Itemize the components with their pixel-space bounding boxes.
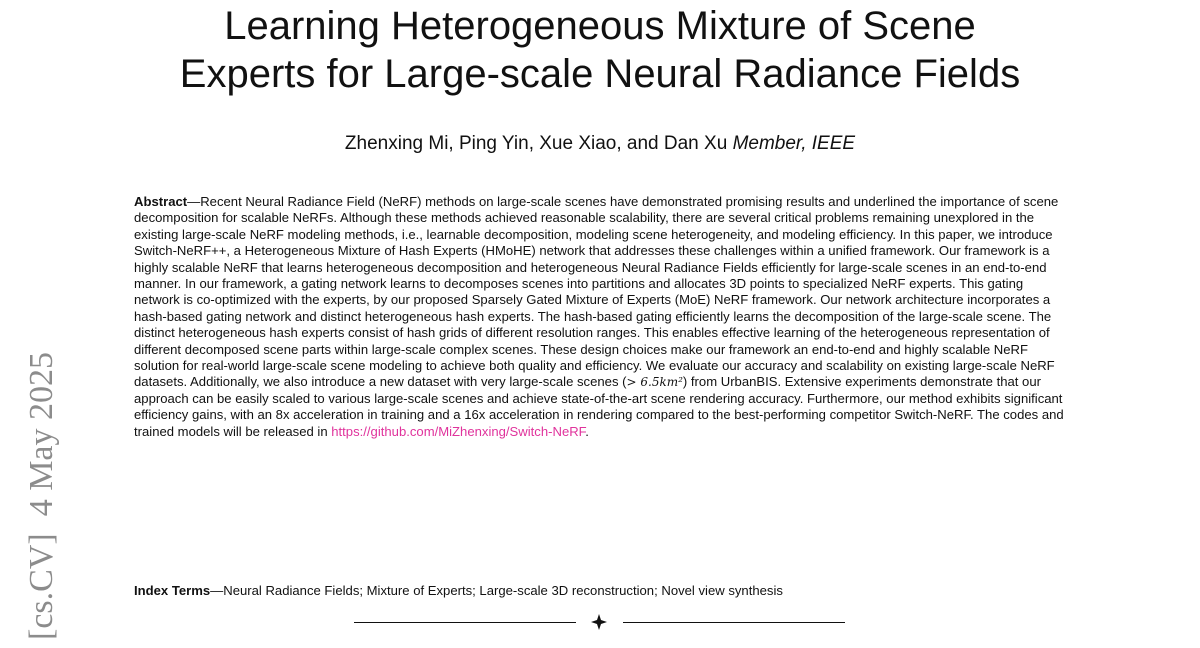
abstract-text-part-1: —Recent Neural Radiance Field (NeRF) methods on large-scale scenes have demonstrated promising results and underlined the importance of scene decomposition for scalable NeRFs. Although these methods achieved reasonable scalability, there are several critical problems remaining unexplored in the existing large-scale NeRF modeling methods, i.e., learnable decomposition, modeling scene heterogeneity, and modeling efficiency. In this paper, we introduce Switch-NeRF++, a Heterogeneous Mixture of Hash Experts (HMoHE) network that addresses these challenges within a unified framework. Our framework is a highly scalable NeRF that learns heterogeneous decomposition and heterogeneous Neural Radiance Fields efficiently for large-scale scenes in an end-to-end manner. In our framework, a gating network learns to decomposes scenes into partitions and allocates 3D points to specialized NeRF experts. This gating network is co-optimized with the experts, by our proposed Sparsely Gated Mixture of Experts (MoE) NeRF framework. Our network architecture incorporates a hash-based gating network and distinct heterogeneous hash experts. The hash-based gating efficiently learns the decomposition of the large-scale scene. The distinct heterogeneous hash experts consist of hash grids of different resolution ranges. This enables effective learning of the heterogeneous representation of different decomposed scene parts within large-scale complex scenes. These design choices make our framework an end-to-end and highly scalable NeRF solution for real-world large-scale scene modeling to achieve both quality and efficiency. We evaluate our accuracy and scalability on existing large-scale NeRF datasets. Additionally, we also introduce a new dataset with very large-scale scenes (: [134, 194, 1059, 390]
diamond-icon: [591, 614, 607, 630]
section-divider-left: [354, 622, 576, 623]
paper-title-line-1: Learning Heterogeneous Mixture of Scene: [224, 4, 976, 48]
abstract-label: Abstract: [134, 194, 188, 209]
abstract-section: [134, 194, 1070, 440]
abstract-paragraph: [134, 194, 1070, 440]
index-terms-section: [134, 583, 1070, 599]
code-repository-link[interactable]: https://github.com/MiZhenxing/Switch-NeRF: [331, 423, 586, 439]
index-terms-label: Index Terms: [134, 583, 211, 598]
section-divider-right: [623, 622, 845, 623]
author-line: [0, 132, 1200, 156]
author-affiliation: Member, IEEE: [732, 133, 856, 154]
abstract-end-punct: .: [585, 423, 589, 439]
author-names: Zhenxing Mi, Ping Yin, Xue Xiao, and Dan Xu: [344, 133, 728, 154]
paper-title: [0, 2, 1200, 98]
abstract-text-part-2: ) from UrbanBIS. Extensive experiments demonstrate that our approach can be easily scaled to various large-scale scenes and achieve state-of-the-art scene rendering accuracy. Furthermore, our method exhibits significant efficiency gains, with an 8x acceleration in training and a 16x acceleration in rendering compared to the best-performing competitor Switch-NeRF. The codes and trained models will be released in: [134, 374, 1064, 439]
paper-title-line-2: Experts for Large-scale Neural Radiance Fields: [179, 52, 1021, 96]
arxiv-stamp: [cs.CV] 4 May 2025: [23, 351, 60, 640]
abstract-math-expression: > 6.5km²: [626, 375, 683, 390]
index-terms-text: —Neural Radiance Fields; Mixture of Experts; Large-scale 3D reconstruction; Novel view synthesis: [210, 583, 783, 598]
